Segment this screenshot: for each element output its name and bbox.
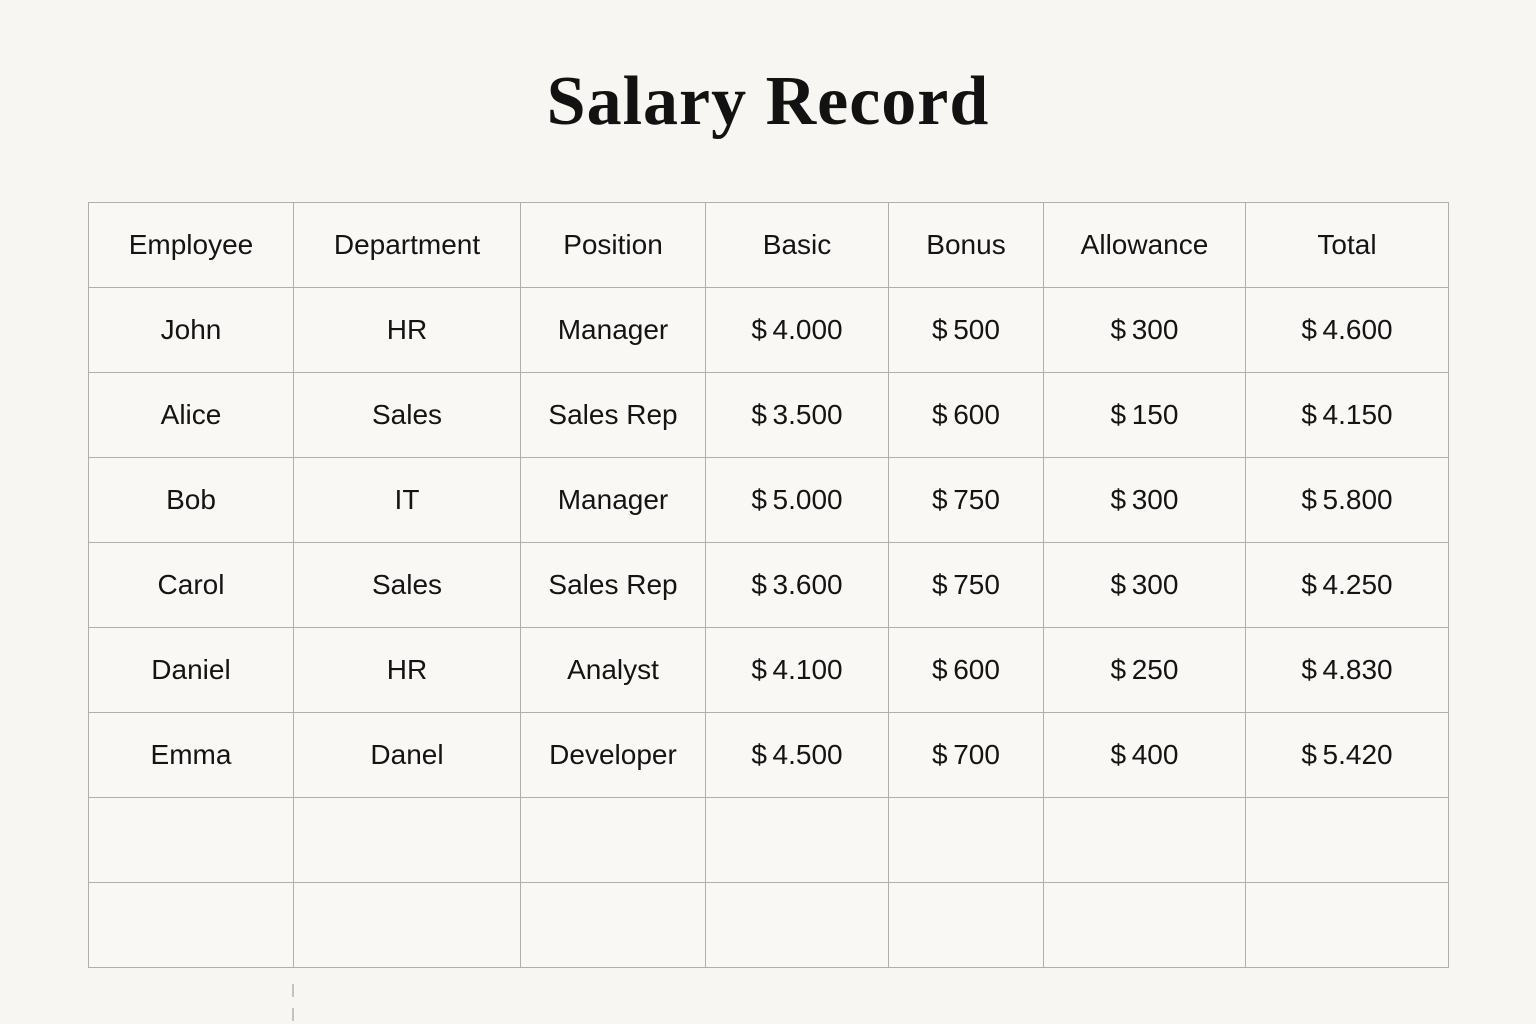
table-cell: $ 750 bbox=[889, 543, 1044, 628]
table-cell bbox=[89, 883, 294, 968]
table-cell: John bbox=[89, 288, 294, 373]
column-header: Department bbox=[294, 203, 521, 288]
table-cell: $ 600 bbox=[889, 628, 1044, 713]
stray-dash-mark bbox=[292, 1008, 294, 1021]
table-body bbox=[89, 288, 1449, 968]
salary-table bbox=[88, 202, 1449, 968]
table-cell: $ 5.000 bbox=[706, 458, 889, 543]
table-cell: Developer bbox=[521, 713, 706, 798]
header-row bbox=[89, 203, 1449, 288]
table-row bbox=[89, 798, 1449, 883]
table-cell: Daniel bbox=[89, 628, 294, 713]
table-cell bbox=[521, 883, 706, 968]
table-cell: Danel bbox=[294, 713, 521, 798]
table-cell: HR bbox=[294, 628, 521, 713]
table-cell bbox=[294, 883, 521, 968]
table-cell: Sales Rep bbox=[521, 373, 706, 458]
table-cell bbox=[521, 798, 706, 883]
table-cell: Sales bbox=[294, 373, 521, 458]
table-cell bbox=[89, 798, 294, 883]
table-row bbox=[89, 373, 1449, 458]
table-row bbox=[89, 883, 1449, 968]
column-header: Position bbox=[521, 203, 706, 288]
table-cell bbox=[889, 798, 1044, 883]
column-header: Allowance bbox=[1044, 203, 1246, 288]
table-cell: $ 3.500 bbox=[706, 373, 889, 458]
table-cell: HR bbox=[294, 288, 521, 373]
table-cell: Bob bbox=[89, 458, 294, 543]
column-header: Bonus bbox=[889, 203, 1044, 288]
table-cell: $ 5.420 bbox=[1246, 713, 1449, 798]
table-cell: $ 700 bbox=[889, 713, 1044, 798]
table-cell bbox=[706, 798, 889, 883]
table-row bbox=[89, 628, 1449, 713]
table-cell: $ 4.100 bbox=[706, 628, 889, 713]
table-cell bbox=[889, 883, 1044, 968]
table-cell: $ 150 bbox=[1044, 373, 1246, 458]
table-cell: $ 300 bbox=[1044, 543, 1246, 628]
table-cell: Alice bbox=[89, 373, 294, 458]
table-row bbox=[89, 288, 1449, 373]
table-cell: Manager bbox=[521, 458, 706, 543]
table-cell: $ 4.000 bbox=[706, 288, 889, 373]
table-cell: $ 250 bbox=[1044, 628, 1246, 713]
table-cell: $ 4.150 bbox=[1246, 373, 1449, 458]
table-cell: $ 750 bbox=[889, 458, 1044, 543]
table-cell bbox=[1044, 883, 1246, 968]
table-row bbox=[89, 713, 1449, 798]
column-header: Total bbox=[1246, 203, 1449, 288]
table-cell: Analyst bbox=[521, 628, 706, 713]
table-cell: $ 4.600 bbox=[1246, 288, 1449, 373]
table-cell: $ 500 bbox=[889, 288, 1044, 373]
table-row bbox=[89, 543, 1449, 628]
table-cell: $ 4.500 bbox=[706, 713, 889, 798]
table-cell: $ 3.600 bbox=[706, 543, 889, 628]
table-cell bbox=[1246, 798, 1449, 883]
table-cell: Carol bbox=[89, 543, 294, 628]
page-title: Salary Record bbox=[546, 63, 990, 140]
table-cell: $ 5.800 bbox=[1246, 458, 1449, 543]
table-cell bbox=[706, 883, 889, 968]
table-cell bbox=[1044, 798, 1246, 883]
table-cell: IT bbox=[294, 458, 521, 543]
table-cell: $ 400 bbox=[1044, 713, 1246, 798]
column-header: Basic bbox=[706, 203, 889, 288]
table-cell: Sales Rep bbox=[521, 543, 706, 628]
table-cell bbox=[294, 798, 521, 883]
stray-dash-mark bbox=[292, 984, 294, 997]
table-cell: Sales bbox=[294, 543, 521, 628]
table-cell: $ 300 bbox=[1044, 288, 1246, 373]
table-row bbox=[89, 458, 1449, 543]
table-cell: Manager bbox=[521, 288, 706, 373]
table-cell: $ 4.250 bbox=[1246, 543, 1449, 628]
table-cell: Emma bbox=[89, 713, 294, 798]
table-cell: $ 600 bbox=[889, 373, 1044, 458]
table-cell: $ 4.830 bbox=[1246, 628, 1449, 713]
table-cell: $ 300 bbox=[1044, 458, 1246, 543]
table-cell bbox=[1246, 883, 1449, 968]
column-header: Employee bbox=[89, 203, 294, 288]
table-header bbox=[89, 203, 1449, 288]
